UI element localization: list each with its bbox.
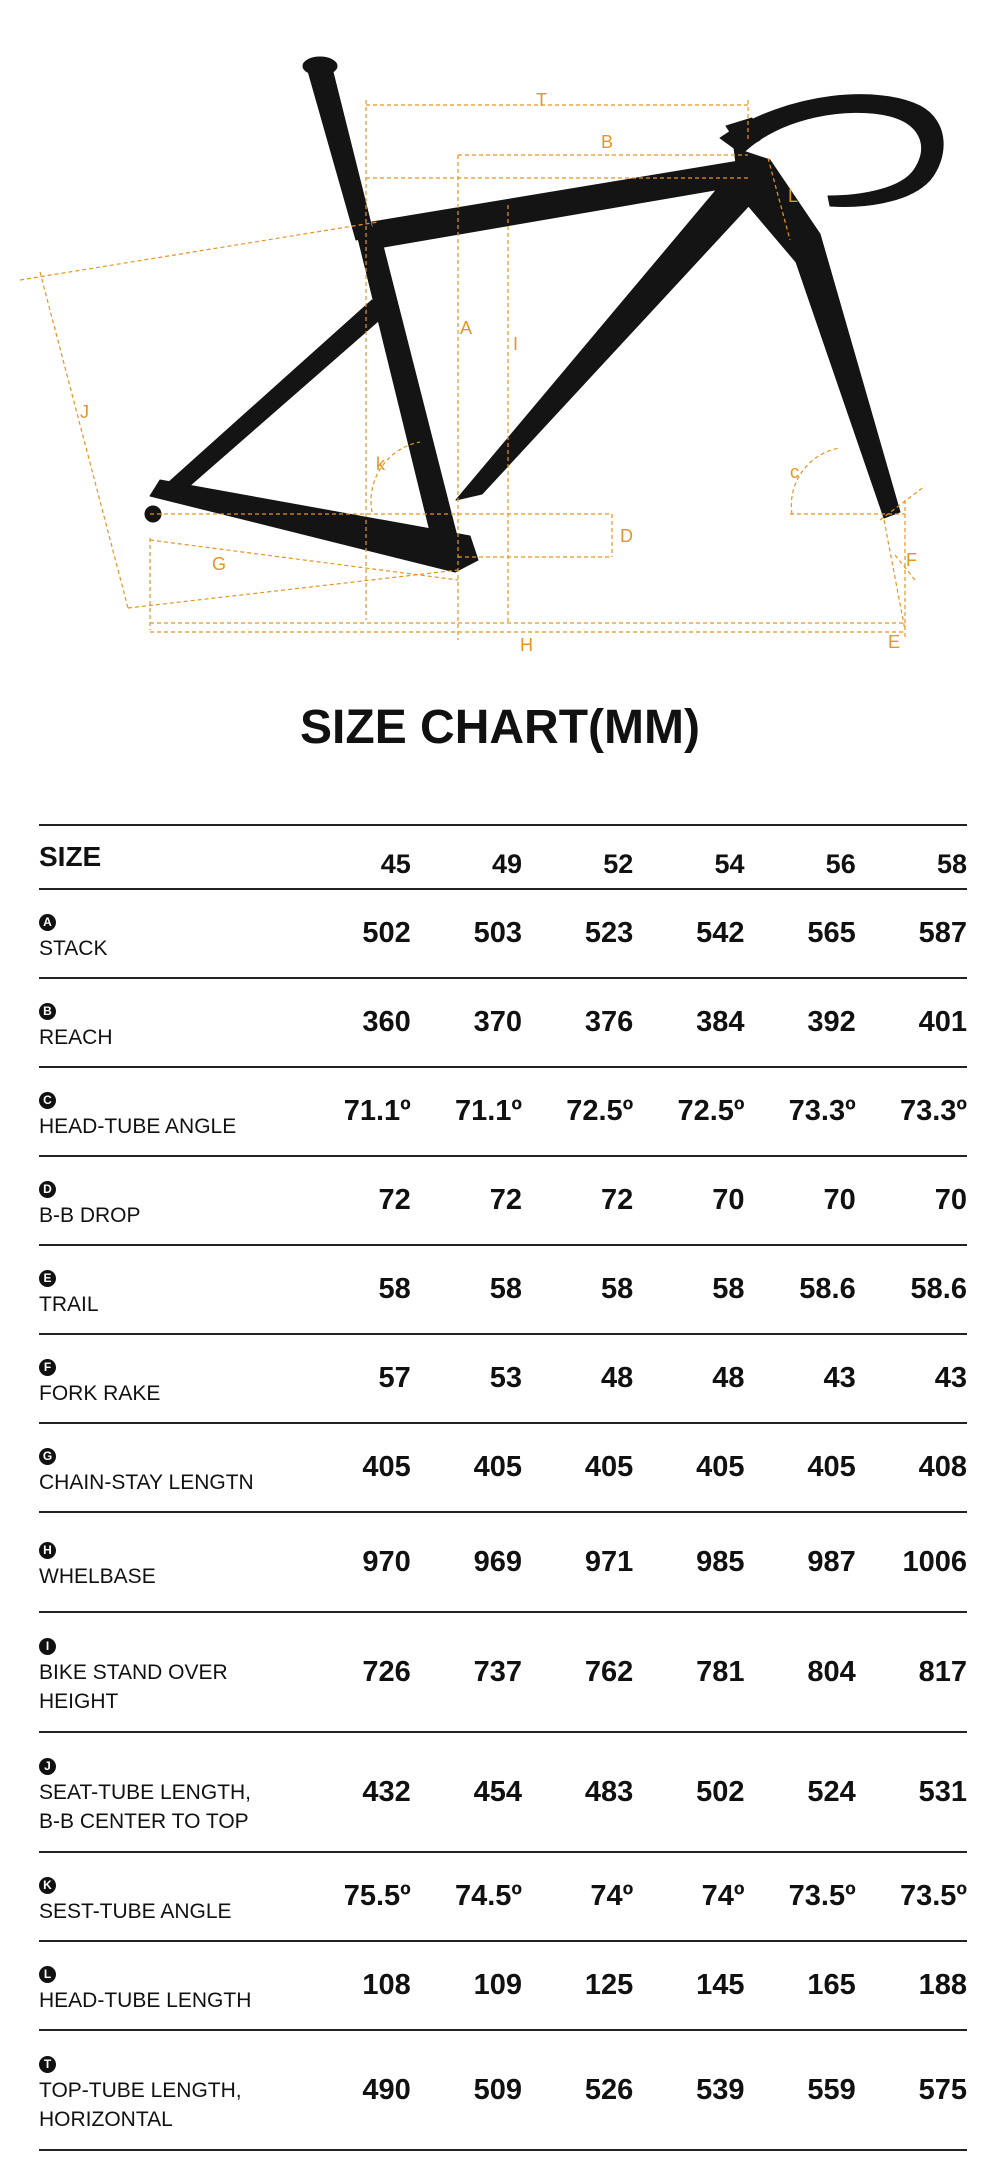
row-label [39, 889, 300, 978]
row-value: 145 [633, 1941, 744, 2030]
row-label [39, 1512, 300, 1612]
row-value: 376 [522, 978, 633, 1067]
row-value: 188 [856, 1941, 967, 2030]
row-value: 531 [856, 1732, 967, 1852]
dim-letter-g: G [212, 554, 227, 574]
table-header-row [39, 825, 967, 889]
row-value: 72 [411, 1156, 522, 1245]
row-value: 71.1º [300, 1067, 411, 1156]
row-badge: F [39, 1359, 56, 1376]
row-value: 985 [633, 1512, 744, 1612]
row-value: 987 [744, 1512, 855, 1612]
row-value: 70 [744, 1156, 855, 1245]
row-value: 43 [856, 1334, 967, 1423]
table-row [39, 1423, 967, 1512]
row-value: 74º [633, 1852, 744, 1941]
row-value: 75.5º [300, 1852, 411, 1941]
row-label-text: TRAIL [39, 1292, 99, 1316]
row-value: 524 [744, 1732, 855, 1852]
dim-letter-d: D [620, 526, 633, 546]
row-label-text: WHELBASE [39, 1565, 156, 1588]
size-header-value: 56 [744, 825, 855, 889]
row-value: 48 [522, 1334, 633, 1423]
row-value: 73.3º [856, 1067, 967, 1156]
row-badge: H [39, 1542, 56, 1559]
row-label-text: HEAD-TUBE LENGTH [39, 1988, 252, 2012]
row-label-text: B-B CENTER TO TOP [39, 1809, 249, 1833]
table-row [39, 1245, 967, 1334]
row-value: 405 [522, 1423, 633, 1512]
row-label [39, 978, 300, 1067]
row-value: 565 [744, 889, 855, 978]
row-value: 454 [411, 1732, 522, 1852]
dim-letter-l: L [788, 186, 799, 206]
row-value: 72 [300, 1156, 411, 1245]
row-value: 58.6 [856, 1245, 967, 1334]
row-value: 58 [411, 1245, 522, 1334]
row-value: 53 [411, 1334, 522, 1423]
row-value: 392 [744, 978, 855, 1067]
table-row [39, 1334, 967, 1423]
dim-letter-j: J [80, 402, 89, 422]
row-label-text: SEST-TUBE ANGLE [39, 1899, 232, 1923]
table-row [39, 2030, 967, 2150]
row-value: 542 [633, 889, 744, 978]
row-value: 70 [856, 1156, 967, 1245]
row-value: 74.5º [411, 1852, 522, 1941]
row-value: 539 [633, 2030, 744, 2150]
row-value: 575 [856, 2030, 967, 2150]
table-row [39, 1156, 967, 1245]
size-chart-table [39, 824, 967, 2151]
row-value: 502 [300, 889, 411, 978]
table-row [39, 889, 967, 978]
row-value: 587 [856, 889, 967, 978]
row-badge: E [39, 1270, 56, 1287]
row-value: 405 [744, 1423, 855, 1512]
row-badge: B [39, 1003, 56, 1020]
row-badge: D [39, 1181, 56, 1198]
row-label-text: STACK [39, 936, 108, 960]
table-row [39, 1732, 967, 1852]
row-value: 72.5º [633, 1067, 744, 1156]
row-value: 490 [300, 2030, 411, 2150]
row-label-text: HEAD-TUBE ANGLE [39, 1114, 237, 1138]
row-value: 43 [744, 1334, 855, 1423]
row-value: 970 [300, 1512, 411, 1612]
dim-letter-t: T [536, 90, 547, 110]
row-value: 781 [633, 1612, 744, 1732]
row-label [39, 1156, 300, 1245]
dim-letter-k: k [376, 454, 385, 474]
bike-geometry-diagram [0, 0, 1000, 680]
row-value: 762 [522, 1612, 633, 1732]
row-label-text: HEIGHT [39, 1689, 119, 1713]
row-value: 969 [411, 1512, 522, 1612]
row-value: 405 [633, 1423, 744, 1512]
row-value: 432 [300, 1732, 411, 1852]
dim-letter-f: F [906, 550, 917, 570]
dim-letter-a: A [460, 318, 473, 338]
row-value: 559 [744, 2030, 855, 2150]
size-header-label: SIZE [39, 825, 300, 889]
row-value: 109 [411, 1941, 522, 2030]
row-label [39, 2030, 300, 2150]
row-label [39, 1612, 300, 1732]
size-header-value: 54 [633, 825, 744, 889]
table-row [39, 1612, 967, 1732]
size-header-value: 58 [856, 825, 967, 889]
row-value: 817 [856, 1612, 967, 1732]
row-badge: L [39, 1966, 56, 1983]
size-header-value: 45 [300, 825, 411, 889]
row-value: 405 [300, 1423, 411, 1512]
row-badge: G [39, 1448, 56, 1465]
dim-letter-b: B [601, 132, 614, 152]
row-value: 58 [633, 1245, 744, 1334]
row-value: 370 [411, 978, 522, 1067]
row-value: 401 [856, 978, 967, 1067]
row-badge: J [39, 1758, 56, 1775]
row-value: 384 [633, 978, 744, 1067]
row-value: 405 [411, 1423, 522, 1512]
row-value: 57 [300, 1334, 411, 1423]
page-title: SIZE CHART(MM) [300, 701, 700, 754]
table-row [39, 1941, 967, 2030]
row-value: 523 [522, 889, 633, 978]
row-value: 165 [744, 1941, 855, 2030]
row-value: 483 [522, 1732, 633, 1852]
row-value: 125 [522, 1941, 633, 2030]
size-header-value: 52 [522, 825, 633, 889]
row-value: 58 [522, 1245, 633, 1334]
row-label [39, 1245, 300, 1334]
row-value: 804 [744, 1612, 855, 1732]
row-value: 526 [522, 2030, 633, 2150]
dim-letter-h: H [520, 635, 533, 655]
row-value: 73.5º [744, 1852, 855, 1941]
row-value: 509 [411, 2030, 522, 2150]
row-label [39, 1852, 300, 1941]
row-value: 58 [300, 1245, 411, 1334]
row-value: 360 [300, 978, 411, 1067]
row-value: 70 [633, 1156, 744, 1245]
table-row [39, 1067, 967, 1156]
row-label-text: HORIZONTAL [39, 2107, 173, 2131]
row-value: 72 [522, 1156, 633, 1245]
row-value: 408 [856, 1423, 967, 1512]
row-label-text: B-B DROP [39, 1203, 141, 1227]
bike-frame [145, 57, 943, 572]
row-label-text: SEAT-TUBE LENGTH, [39, 1780, 251, 1804]
dim-letter-c: c [790, 462, 799, 482]
row-value: 48 [633, 1334, 744, 1423]
dim-letter-e: E [888, 632, 901, 652]
row-label-text: FORK RAKE [39, 1381, 161, 1405]
row-label-text: REACH [39, 1025, 113, 1049]
row-badge: I [39, 1638, 56, 1655]
row-label-text: BIKE STAND OVER [39, 1660, 228, 1684]
row-value: 74º [522, 1852, 633, 1941]
row-badge: K [39, 1877, 56, 1894]
table-row [39, 1852, 967, 1941]
row-value: 503 [411, 889, 522, 978]
dim-letter-i: I [513, 334, 519, 354]
row-value: 58.6 [744, 1245, 855, 1334]
row-value: 108 [300, 1941, 411, 2030]
row-value: 1006 [856, 1512, 967, 1612]
row-value: 726 [300, 1612, 411, 1732]
row-value: 73.5º [856, 1852, 967, 1941]
row-label [39, 1334, 300, 1423]
table-row [39, 1512, 967, 1612]
row-label [39, 1941, 300, 2030]
row-value: 73.3º [744, 1067, 855, 1156]
row-badge: A [39, 914, 56, 931]
row-value: 502 [633, 1732, 744, 1852]
row-label [39, 1732, 300, 1852]
table-row [39, 978, 967, 1067]
row-value: 71.1º [411, 1067, 522, 1156]
row-value: 72.5º [522, 1067, 633, 1156]
row-label-text: TOP-TUBE LENGTH, [39, 2078, 242, 2102]
row-badge: T [39, 2056, 56, 2073]
row-label [39, 1067, 300, 1156]
row-value: 737 [411, 1612, 522, 1732]
row-label-text: CHAIN-STAY LENGTN [39, 1470, 254, 1494]
size-header-value: 49 [411, 825, 522, 889]
row-badge: C [39, 1092, 56, 1109]
row-value: 971 [522, 1512, 633, 1612]
row-label [39, 1423, 300, 1512]
